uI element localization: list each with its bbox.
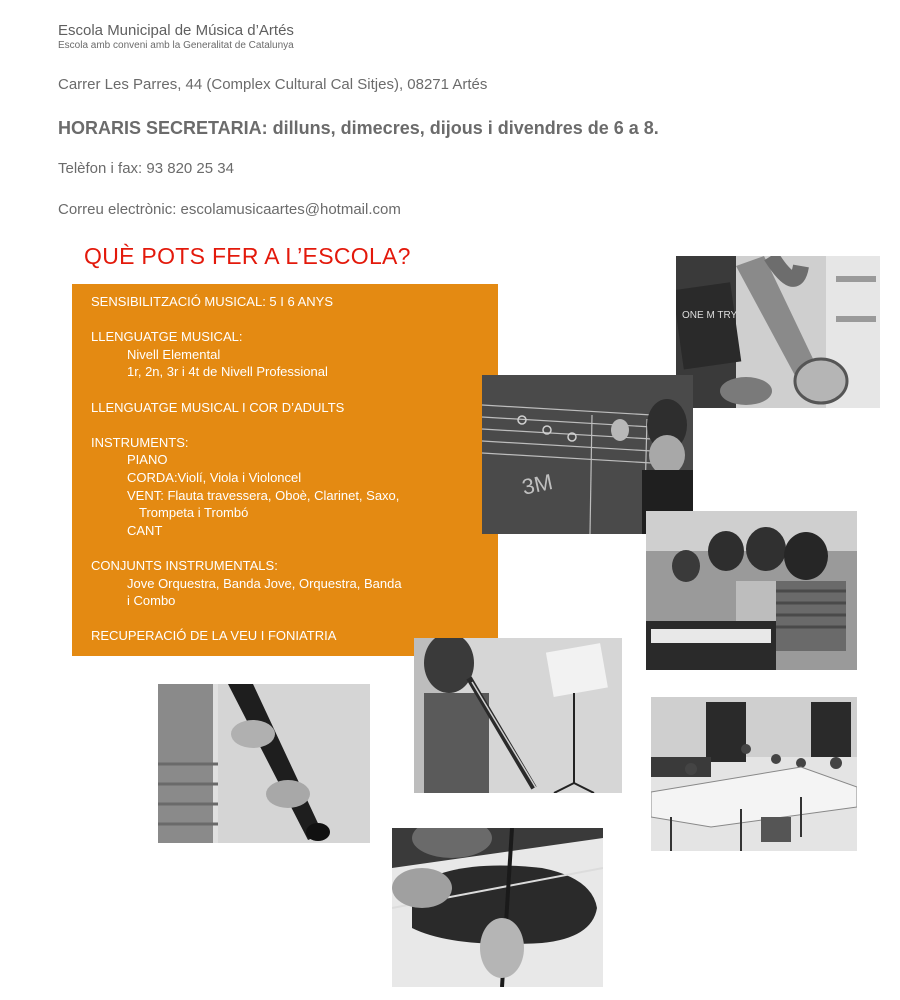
- school-subtitle: Escola amb conveni amb la Generalitat de Catalunya: [58, 40, 294, 51]
- offer-instrument-item: VENT: Flauta travessera, Oboè, Clarinet, Saxo,: [127, 487, 400, 503]
- offer-conjunts-title: CONJUNTS INSTRUMENTALS:: [91, 557, 278, 573]
- offer-llenguatge-title: LLENGUATGE MUSICAL:: [91, 329, 243, 345]
- offer-conjunts-item: i Combo: [127, 593, 176, 609]
- saxophone-photo: [676, 256, 880, 408]
- offer-instrument-item: Trompeta i Trombó: [139, 505, 249, 521]
- offer-llenguatge-cor: LLENGUATGE MUSICAL I COR D’ADULTS: [91, 399, 345, 415]
- chalk-text: 3M: [519, 468, 555, 500]
- offer-box: [72, 284, 498, 656]
- offer-llenguatge-item: 1r, 2n, 3r i 4t de Nivell Professional: [127, 364, 328, 380]
- address: Carrer Les Parres, 44 (Complex Cultural Cal Sitjes), 08271 Artés: [58, 76, 488, 93]
- school-name: Escola Municipal de Música d’Artés: [58, 22, 294, 39]
- classroom-photo: [651, 697, 857, 851]
- email: Correu electrònic: escolamusicaartes@hotmail.com: [58, 201, 401, 218]
- offer-conjunts-item: Jove Orquestra, Banda Jove, Orquestra, Banda: [127, 575, 402, 591]
- violin-photo: [392, 828, 603, 987]
- offer-instrument-item: CANT: [127, 522, 163, 538]
- offer-heading: QUÈ POTS FER A L’ESCOLA?: [84, 243, 411, 269]
- shirt-text: ONE M TRY: [682, 310, 738, 321]
- offer-instrument-item: PIANO: [127, 452, 168, 468]
- offer-sensibilitzacio: SENSIBILITZACIÓ MUSICAL: 5 I 6 ANYS: [91, 294, 334, 309]
- offer-instruments-title: INSTRUMENTS:: [91, 434, 189, 450]
- office-hours: HORARIS SECRETARIA: dilluns, dimecres, dijous i divendres de 6 a 8.: [58, 118, 659, 138]
- offer-llenguatge-item: Nivell Elemental: [127, 346, 221, 362]
- oboe-photo: [414, 638, 622, 793]
- offer-instrument-item: CORDA:Violí, Viola i Violoncel: [127, 469, 302, 485]
- children-keyboard-photo: [646, 511, 857, 670]
- phone-fax: Telèfon i fax: 93 820 25 34: [58, 160, 234, 177]
- offer-recuperacio: RECUPERACIÓ DE LA VEU I FONIATRIA: [91, 628, 337, 644]
- clarinet-photo: [158, 684, 370, 843]
